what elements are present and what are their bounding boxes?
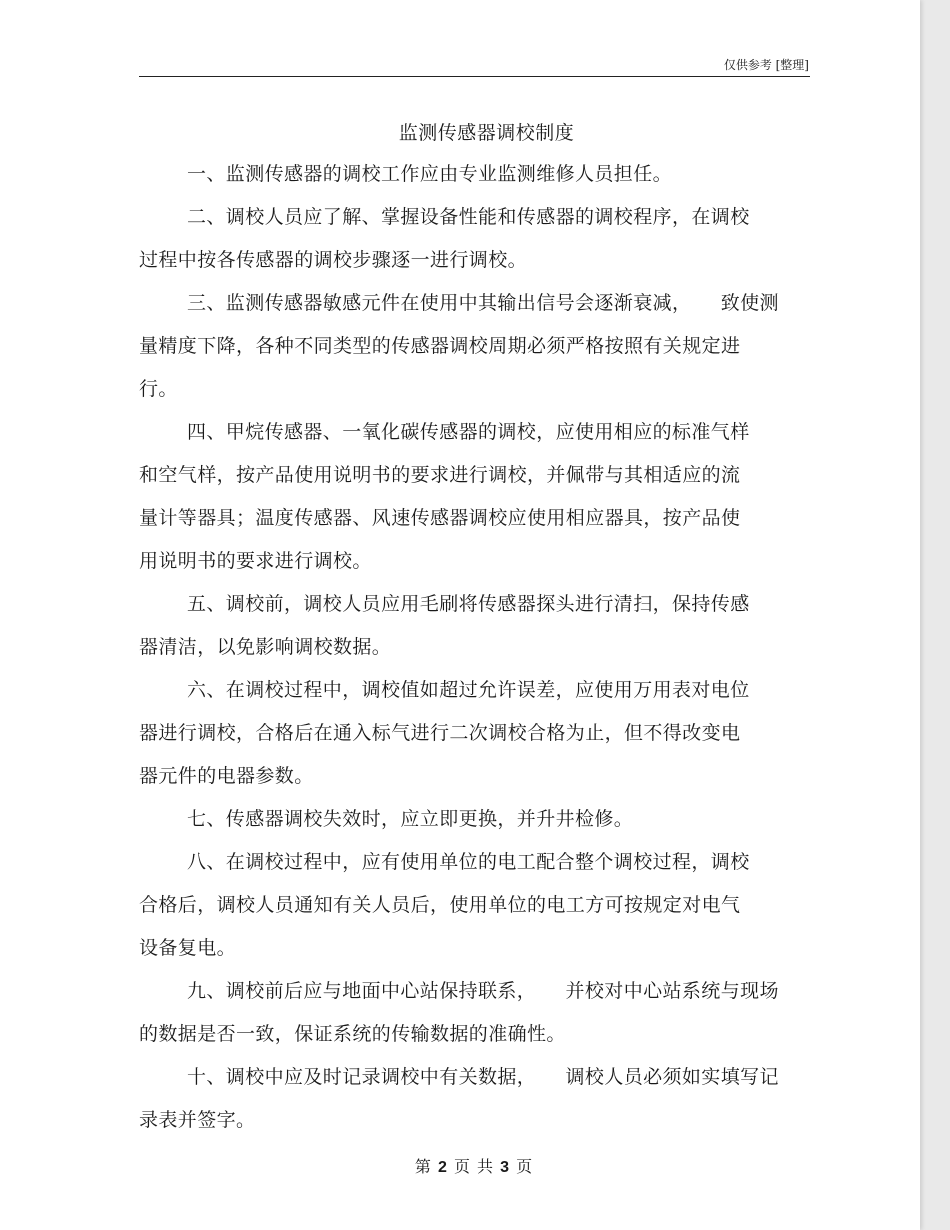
paragraph-line: 器元件的电器参数。 bbox=[139, 765, 314, 787]
footer-mid: 页 共 bbox=[453, 1157, 495, 1176]
paragraph-line: 十、调校中应及时记录调校中有关数据， 调校人员必须如实填写记 bbox=[187, 1066, 779, 1088]
paragraph-line: 五、调校前，调校人员应用毛刷将传感器探头进行清扫，保持传感 bbox=[187, 593, 750, 615]
paragraph-line: 九、调校前后应与地面中心站保持联系， 并校对中心站系统与现场 bbox=[187, 980, 779, 1002]
paragraph-line: 二、调校人员应了解、掌握设备性能和传感器的调校程序，在调校 bbox=[187, 206, 750, 228]
paragraph-line: 八、在调校过程中，应有使用单位的电工配合整个调校过程，调校 bbox=[187, 851, 750, 873]
paragraph-line: 三、监测传感器敏感元件在使用中其输出信号会逐渐衰减， 致使测 bbox=[187, 292, 779, 314]
footer-suffix: 页 bbox=[516, 1157, 534, 1176]
paragraph-line: 量精度下降，各种不同类型的传感器调校周期必须严格按照有关规定进 bbox=[139, 335, 741, 357]
page-footer bbox=[139, 1154, 809, 1177]
footer-page-number: 2 bbox=[437, 1159, 448, 1176]
page-header: 仅供参考 [整理] bbox=[723, 58, 809, 72]
paragraph bbox=[139, 588, 834, 674]
paragraph-line: 器进行调校，合格后在通入标气进行二次调校合格为止，但不得改变电 bbox=[139, 722, 741, 744]
paragraph bbox=[139, 201, 834, 287]
paragraph-line: 和空气样，按产品使用说明书的要求进行调校，并佩带与其相适应的流 bbox=[139, 464, 741, 486]
paragraph-line: 的数据是否一致，保证系统的传输数据的准确性。 bbox=[139, 1023, 566, 1045]
paragraph bbox=[139, 975, 834, 1061]
paragraph bbox=[139, 1061, 834, 1147]
footer-prefix: 第 bbox=[414, 1157, 432, 1176]
paragraph-line: 四、甲烷传感器、一氧化碳传感器的调校，应使用相应的标准气样 bbox=[187, 421, 750, 443]
paragraph-line: 用说明书的要求进行调校。 bbox=[139, 550, 372, 572]
paragraph-line: 录表并签字。 bbox=[139, 1109, 256, 1131]
paragraph bbox=[139, 803, 834, 846]
paragraph-line: 量计等器具；温度传感器、风速传感器调校应使用相应器具，按产品使 bbox=[139, 507, 741, 529]
paragraph-line: 器清洁，以免影响调校数据。 bbox=[139, 636, 392, 658]
paragraph-line: 过程中按各传感器的调校步骤逐一进行调校。 bbox=[139, 249, 528, 271]
footer-total-pages: 3 bbox=[500, 1159, 511, 1176]
document-body bbox=[139, 158, 834, 1147]
paragraph bbox=[139, 674, 834, 803]
paragraph-line: 七、传感器调校失效时，应立即更换，并升井检修。 bbox=[187, 808, 634, 830]
paragraph-line: 设备复电。 bbox=[139, 937, 237, 959]
paragraph bbox=[139, 287, 834, 416]
paragraph bbox=[139, 416, 834, 588]
paragraph-line: 行。 bbox=[139, 378, 178, 400]
paragraph-line: 一、监测传感器的调校工作应由专业监测维修人员担任。 bbox=[187, 163, 673, 185]
header-divider bbox=[139, 76, 810, 77]
paragraph bbox=[139, 158, 834, 201]
paragraph-line: 合格后，调校人员通知有关人员后，使用单位的电工方可按规定对电气 bbox=[139, 894, 741, 916]
document-title: 监测传感器调校制度 bbox=[398, 122, 575, 144]
paragraph-line: 六、在调校过程中，调校值如超过允许误差，应使用万用表对电位 bbox=[187, 679, 750, 701]
paragraph bbox=[139, 846, 834, 975]
